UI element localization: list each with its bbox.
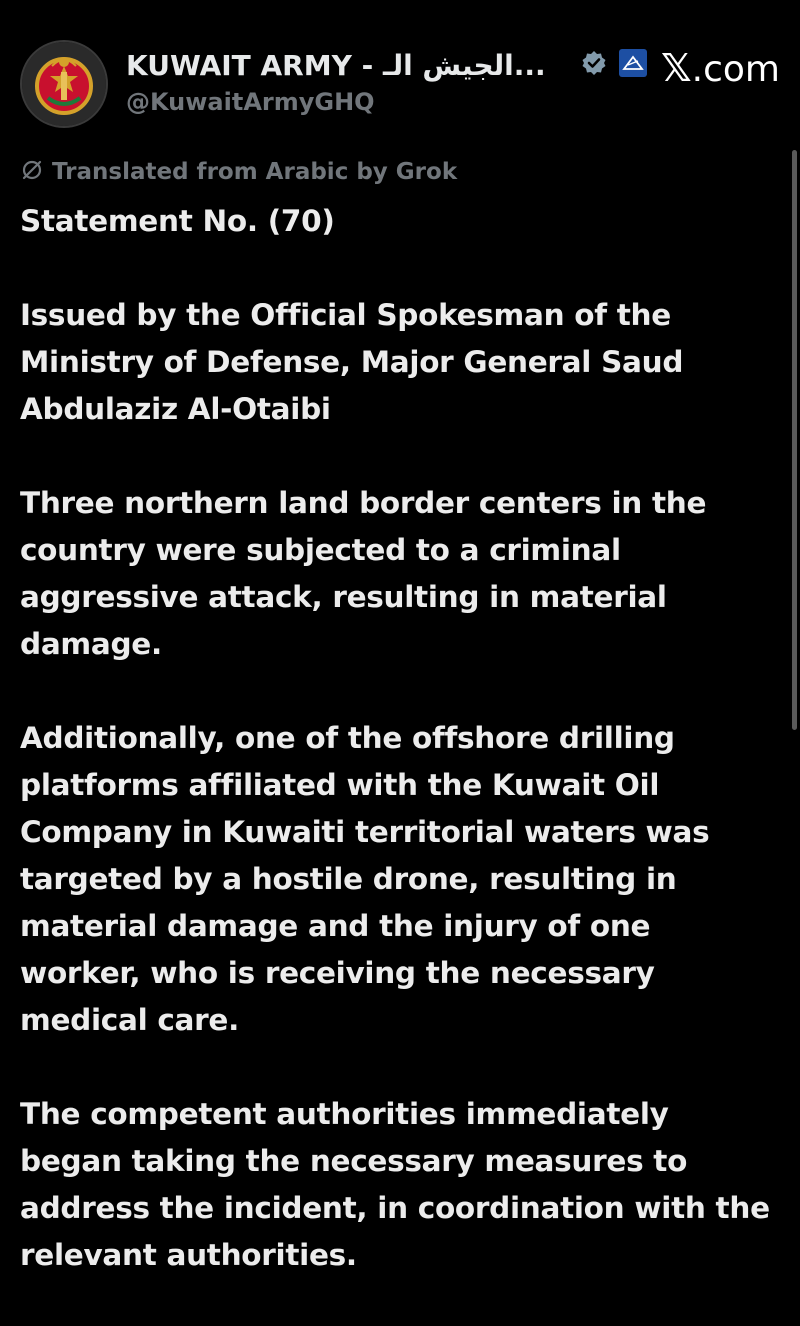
x-logo-icon: 𝕏 (661, 46, 692, 90)
account-badges (581, 48, 648, 82)
translation-notice-text: Translated from Arabic by Grok (52, 159, 458, 185)
post-header (20, 40, 780, 130)
scrollbar[interactable] (792, 150, 797, 730)
post-paragraph-response: The competent authorities immediately began taking the necessary measures to address the incident, in coordination with the relevant authorities. (20, 1097, 770, 1272)
translation-notice[interactable] (20, 158, 457, 188)
post-paragraph-border-attack: Three northern land border centers in the country were subjected to a criminal aggressive attack, resulting in material damage. (20, 486, 707, 661)
site-watermark (661, 46, 780, 90)
post-body (20, 198, 790, 1326)
site-label-suffix: .com (691, 49, 780, 90)
post-paragraph-statement-title: Statement No. (70) (20, 204, 335, 238)
government-affiliate-icon[interactable] (618, 48, 648, 82)
verified-badge-icon[interactable] (581, 50, 607, 80)
grok-icon (20, 158, 44, 188)
display-name[interactable]: KUWAIT ARMY - الجيش الـ... (126, 48, 546, 82)
avatar[interactable] (20, 40, 108, 128)
post-paragraph-drone-attack: Additionally, one of the offshore drilling platforms affiliated with the Kuwait Oil Company in Kuwaiti territorial waters was targeted by a hostile drone, resulting in material damage and the injury of one worker, who is receiving the necessary medical care. (20, 721, 710, 1037)
account-handle[interactable]: @KuwaitArmyGHQ (126, 88, 375, 116)
account-name-block (126, 48, 648, 116)
post-paragraph-issuer: Issued by the Official Spokesman of the Ministry of Defense, Major General Saud Abdulaziz Al-Otaibi (20, 298, 684, 426)
kuwait-army-emblem-icon (22, 42, 106, 126)
